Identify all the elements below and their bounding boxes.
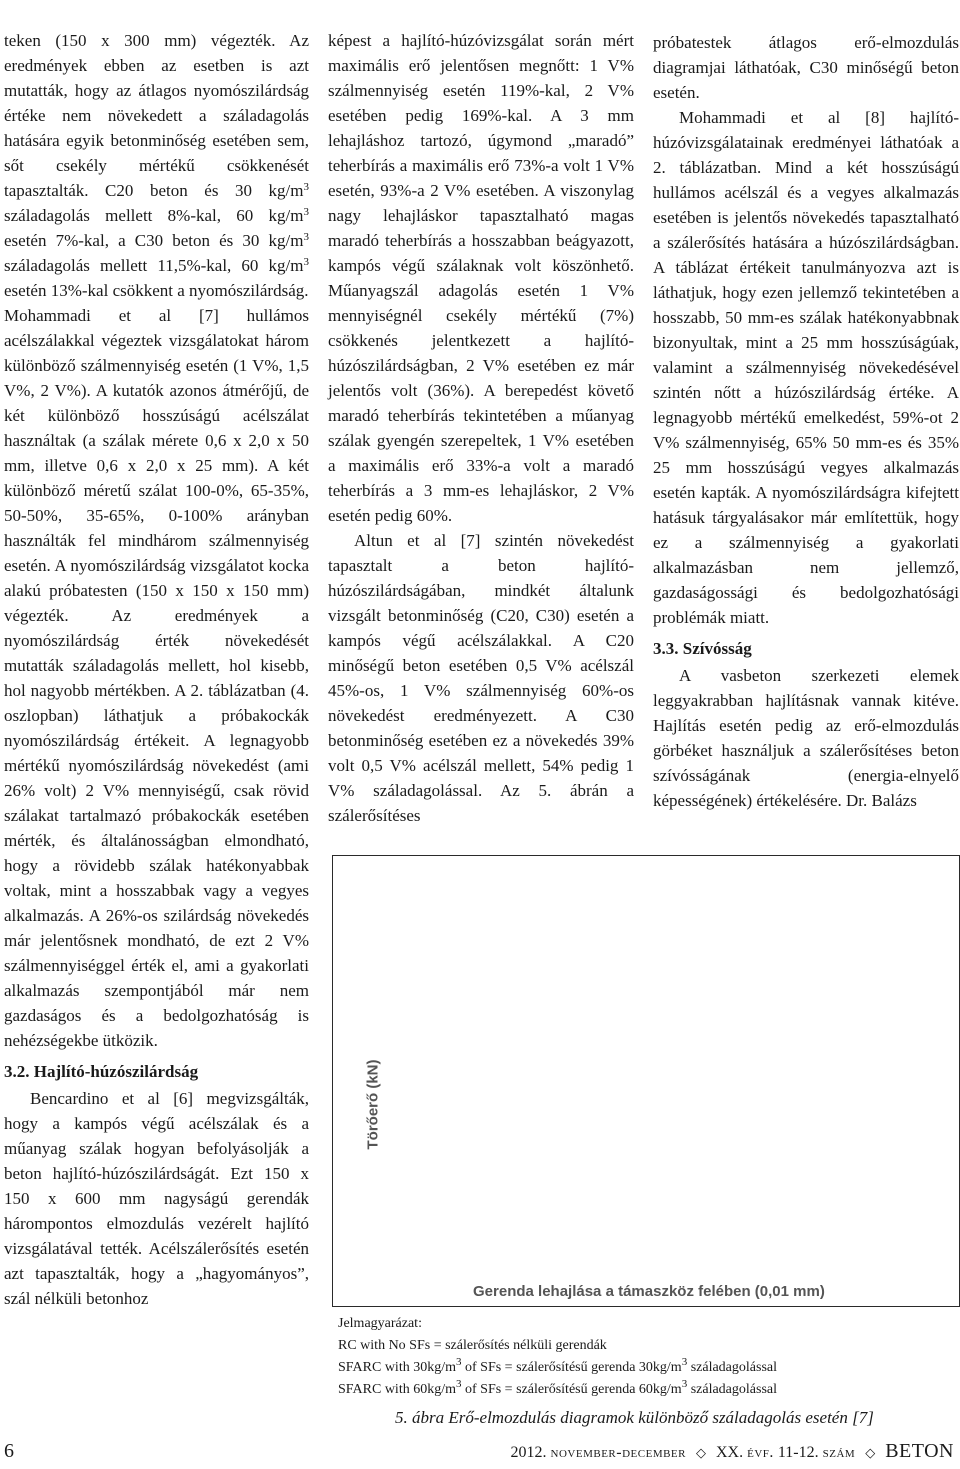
paragraph: Bencardino et al [6] megvizsgálták, hogy a kampós végű acélszálak és a műanyag szálak hogyan befolyásolják a beton hajlító-húzószilárdságát. Ezt 150 x 150 x 600 mm nagyságú gerendák hárompontos elmozdulás vezérelt hajlító vizsgálatával tették. Acélszálerősítés esetén azt tapasztalták, hogy a „hagyományos”, szál nélküli betonhoz — [4, 1089, 309, 1308]
footer-issue: november-december — [550, 1444, 686, 1461]
figure-legend — [338, 1313, 948, 1401]
y-axis-label: Törőerő (kN) — [364, 1059, 382, 1150]
paragraph: Mohammadi et al [8] hajlító-húzóvizsgálatainak eredményei láthatóak a 2. táblázatban. Mind a két hosszúságú hullámos acélszál és a vegyes alkalmazás esetében is jelentős növekedés tapasztalható a szálerősítés hatására a húzószilárdságban. A táblázat értékeit tanulmányozva azt is láthatjuk, hogy ezen jellemző tekintetében a hosszabb, 50 mm-es szálak hatékonyabbnak bizonyultak, mint a 25 mm hosszúságúak, valamint a szálmennyiség növekedésével szintén nőtt a húzószilárdság értéke. A legnagyobb mértékű emelkedést, 59%-ot 2 V% szálmennyiség, 65% 50 mm-es és 35% 25 mm hosszúságú vegyes alkalmazás esetén kapták. A nyomószilárdságra kifejtett hatásuk tárgyalásakor már említettük, hogy ez a szálmennyiség a gyakorlati alkalmazásban nem jellemző, gazdaságossági és bedolgozhatósági problémák miatt. — [653, 108, 959, 627]
footer-szam: szám — [822, 1444, 856, 1461]
section-heading: 3.3. Szívósság — [653, 639, 752, 658]
legend-row: SFARC with $30kg/m^3$ of SFs = szálerősítésű gerenda $30kg/m^3$ száladagolással — [338, 1356, 777, 1375]
text-column-1 — [4, 28, 309, 1311]
figure-5-frame — [332, 855, 960, 1307]
paragraph: teken (150 x 300 mm) végezték. Az eredmények ebben az esetben is azt mutatták, hogy az átlagos nyomószilárdság értéke nem növekedett a száladagolás hatására egyik betonminőség esetében sem, sőt csekély mértékű csökkenését tapasztalták. C20 beton és 30 $kg/m^3$ száladagolás mellett 8%-kal, 60 $kg/m^3$ esetén 7%-kal, a C30 beton és 30 $kg/m^3$ száladagolás mellett 11,5%-kal, 60 $kg/m^3$ esetén 13%-kal csökkent a nyomószilárdság. — [4, 31, 309, 300]
text-column-3 — [653, 30, 959, 813]
x-axis-label: Gerenda lehajlása a támaszköz felében (0,01 mm) — [473, 1283, 825, 1300]
diamond-icon: ◇ — [696, 1445, 706, 1460]
footer-number: 11-12. — [777, 1444, 819, 1461]
journal-brand: BETON — [885, 1440, 954, 1462]
paragraph: A vasbeton szerkezeti elemek leggyakrabban hajlításnak vannak kitéve. Hajlítás esetén pedig az erő-elmozdulás görbéket használjuk a szálerősítéses beton szívósságának (energia-elnyelő képességének) értékelésére. Dr. Balázs — [653, 666, 959, 810]
section-heading: 3.2. Hajlító-húzószilárdság — [4, 1062, 199, 1081]
running-footer — [511, 1440, 954, 1463]
paragraph: próbatestek átlagos erő-elmozdulás diagramjai láthatóak, C30 minőségű beton esetén. — [653, 33, 959, 102]
page-number: 6 — [4, 1440, 14, 1462]
paragraph: képest a hajlító-húzóvizsgálat során mért maximális erő jelentősen megnőtt: 1 V% szálmennyiség esetén 119%-kal, 2 V% esetében pedig 169%-kal. A 3 mm lehajláshoz tartozó, úgymond „maradó” teherbírás a maximális erő 73%-a volt 1 V% esetén, 93%-a 2 V% esetében. A viszonylag nagy lehajláskor tapasztalható magas maradó teherbírás a hosszabban beágyazott, kampós végű szálaknak volt köszönhető. Műanyagszál adagolás esetén 1 V% mennyiségnél csekély mértékű (7%) csökkenés jelentkezett a hajlító-húzószilárdságban, 2 V% esetében ez már jelentős volt (36%). A berepedést követő maradó teherbírás tekintetében a műanyag szálak gyengén szerepeltek, 1 V% esetében a maximális erő 33%-a volt a maradó teherbírás a 3 mm-es lehajláskor, 2 V% esetén pedig 60%. — [328, 31, 634, 525]
legend-row: SFARC with $60kg/m^3$ of SFs = szálerősítésű gerenda $60kg/m^3$ száladagolással — [338, 1378, 777, 1397]
text-column-2 — [328, 28, 634, 828]
diamond-icon: ◇ — [865, 1445, 876, 1460]
legend-row: RC with No SFs = szálerősítés nélküli gerendák — [338, 1338, 607, 1353]
footer-volume: XX. — [716, 1444, 744, 1461]
footer-evf: évf. — [747, 1444, 774, 1461]
paragraph: Altun et al [7] szintén növekedést tapasztalt a beton hajlító-húzószilárdságában, mindkét általunk vizsgált betonminőség (C20, C30) esetén a kampós végű acélszálakkal. A C20 minőségű beton esetében 0,5 V% acélszál 45%-os, 1 V% szálmennyiség 60%-os növekedést eredményezett. A C30 betonminőség esetében ez a növekedés 39% volt 0,5 V% acélszál mellett, 54% pedig 1 V% száladagolással. Az 5. ábrán a szálerősítéses — [328, 531, 634, 825]
paragraph: Mohammadi et al [7] hullámos acélszálakkal végeztek vizsgálatokat három különböző szálmennyiség esetén (1 V%, 1,5 V%, 2 V%). A kutatók azonos átmérőjű, de két különböző hosszúságú acélszálat használtak (a szálak mérete 0,6 x 2,0 x 50 mm, illetve 0,6 x 2,0 x 25 mm). A két különböző méretű szálat 100-0%, 65-35%, 50-50%, 35-65%, 0-100% arányban használták fel mindhárom szálmennyiség esetén. A nyomószilárdság vizsgálatot kocka alakú próbatesten (150 x 150 x 150 mm) végezték. Az eredmények a nyomószilárdság érték növekedését mutatták száladagolás mellett, hol kisebb, hol nagyobb mértékben. A 2. táblázatban (4. oszlopban) láthatjuk a próbakockák nyomószilárdság értékeit. A legnagyobb mértékű nyomószilárdság növekedést (ami 26% volt) 2 V% mennyiségű, csak rövid szálakat tartalmazó próbakockák esetében mérték, és általánosságban elmondható, hogy a rövidebb szálak hatékonyabbak voltak, mint a hosszabbak vagy a vegyes alkalmazás. A 26%-os szilárdság növekedés már jelentősnek mondható, de ezt 2 V% szálmennyiséggel érték el, ami a gyakorlati alkalmazás szempontjából már nem gazdaságos és a bedolgozhatóság is nehézségekbe ütközik. — [4, 306, 309, 1050]
figure-caption: 5. ábra Erő-elmozdulás diagramok különböző száladagolás esetén [7] — [395, 1408, 874, 1427]
legend-title: Jelmagyarázat: — [338, 1316, 422, 1331]
footer-year: 2012. — [510, 1444, 547, 1461]
